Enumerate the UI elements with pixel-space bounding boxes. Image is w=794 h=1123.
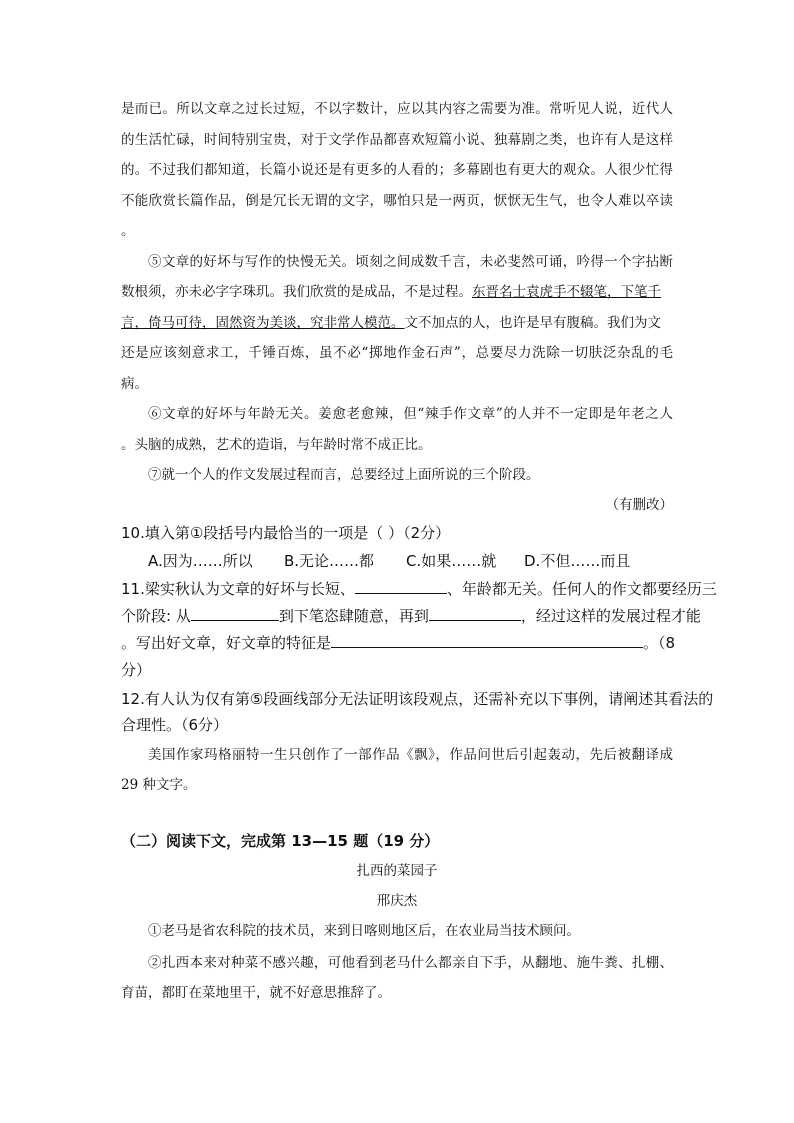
paragraph-5-line: 还是应该刻意求工，千锤百炼，虽不必“掷地作金石声”，总要尽力洗除一切肤泛杂乱的毛 bbox=[121, 345, 673, 361]
question-11-line bbox=[121, 605, 701, 627]
article-title: 扎西的菜园子 bbox=[356, 863, 438, 879]
answer-blank[interactable] bbox=[331, 633, 643, 648]
question-11-line bbox=[121, 578, 717, 600]
answer-blank[interactable] bbox=[429, 606, 521, 621]
paragraph-5-line bbox=[121, 282, 673, 302]
question-11-text: 。写出好文章，好文章的特征是 bbox=[121, 634, 332, 652]
question-11-line bbox=[121, 632, 675, 654]
article-paragraph: ②扎西本来对种菜不感兴趣，可他看到老马什么都亲自下手，从翻地、施牛粪、扎棚、 bbox=[148, 955, 673, 971]
answer-blank[interactable] bbox=[355, 579, 447, 594]
question-11-text: 到下笔恣肆随意，再到 bbox=[278, 607, 429, 625]
passage-line: 是而已。所以文章之过长过短，不以字数计，应以其内容之需要为准。常听见人说，近代人 bbox=[121, 101, 673, 117]
paragraph-6-line: 。头脑的成熟，艺术的造诣，与年龄时常不成正比。 bbox=[121, 437, 432, 453]
underlined-text: 言，倚马可待，固然资为美谈，究非常人模范。 bbox=[121, 315, 405, 331]
passage-line: 的生活忙碌，时间特别宝贵，对于文学作品都喜欢短篇小说、独幕剧之类，也许有人是这样 bbox=[121, 132, 673, 148]
question-11-line: 分） bbox=[121, 661, 152, 679]
paragraph-5-text: 数根须，亦未必字字珠玑。我们欣赏的是成品，不是过程。 bbox=[121, 284, 472, 300]
question-10-options bbox=[148, 550, 630, 572]
section-heading: （二）阅读下文，完成第 13—15 题（19 分） bbox=[121, 832, 440, 850]
question-12-line: 12.有人认为仅有第⑤段画线部分无法证明该段观点，还需补充以下事例，请阐述其看法的 bbox=[121, 690, 714, 708]
source-note: （有删改） bbox=[605, 497, 673, 513]
option-c[interactable]: C.如果……就 bbox=[406, 552, 497, 570]
question-11-text: 、年龄都无关。任何人的作文都要经历三 bbox=[446, 580, 717, 598]
paragraph-5-line: ⑤文章的好坏与写作的快慢无关。顷刻之间成数千言，未必斐然可诵，吟得一个字拈断 bbox=[148, 254, 673, 270]
article-paragraph: ①老马是省农科院的技术员，来到日喀则地区后，在农业局当技术顾问。 bbox=[148, 923, 580, 939]
paragraph-7-line: ⑦就一个人的作文发展过程而言，总要经过上面所说的三个阶段。 bbox=[148, 467, 540, 483]
question-12-example: 美国作家玛格丽特一生只创作了一部作品《飘》，作品问世后引起轰动，先后被翻译成 bbox=[148, 747, 673, 763]
article-author: 邢庆杰 bbox=[376, 893, 418, 909]
option-b[interactable]: B.无论……都 bbox=[284, 552, 375, 570]
answer-blank[interactable] bbox=[191, 606, 279, 621]
underlined-text: 东晋名士袁虎手不辍笔，下笔千 bbox=[472, 284, 661, 300]
question-10: 10.填入第①段括号内最恰当的一项是（ ）（2分） bbox=[121, 524, 451, 542]
question-12-line: 合理性。（6分） bbox=[121, 716, 229, 734]
option-d[interactable]: D.不但……而且 bbox=[524, 552, 631, 570]
option-a[interactable]: A.因为……所以 bbox=[148, 552, 253, 570]
question-11-text: 个阶段: 从 bbox=[121, 607, 191, 625]
paragraph-5-text: 文不加点的人，也许是早有腹稿。我们为文 bbox=[404, 315, 661, 331]
paragraph-5-line: 病。 bbox=[121, 376, 148, 392]
question-11-text: 11.梁实秋认为文章的好坏与长短、 bbox=[121, 580, 355, 598]
paragraph-6-line: ⑥文章的好坏与年龄无关。姜愈老愈辣，但“辣手作文章”的人并不一定即是年老之人 bbox=[148, 406, 673, 422]
question-11-text: ，经过这样的发展过程才能 bbox=[520, 607, 701, 625]
passage-line: 不能欣赏长篇作品，倒是冗长无谓的文字，哪怕只是一两页，恹恹无生气，也令人难以卒读 bbox=[121, 193, 673, 209]
question-12-example: 29 种文字。 bbox=[121, 777, 197, 793]
article-paragraph: 育苗，都盯在菜地里干，就不好意思推辞了。 bbox=[121, 985, 391, 1001]
passage-line: 的。不过我们都知道，长篇小说还是有更多的人看的；多幕剧也有更大的观众。人很少忙得 bbox=[121, 162, 673, 178]
paragraph-5-line bbox=[121, 313, 673, 333]
question-11-text: 。（8 bbox=[643, 634, 676, 652]
passage-line: 。 bbox=[121, 223, 135, 239]
